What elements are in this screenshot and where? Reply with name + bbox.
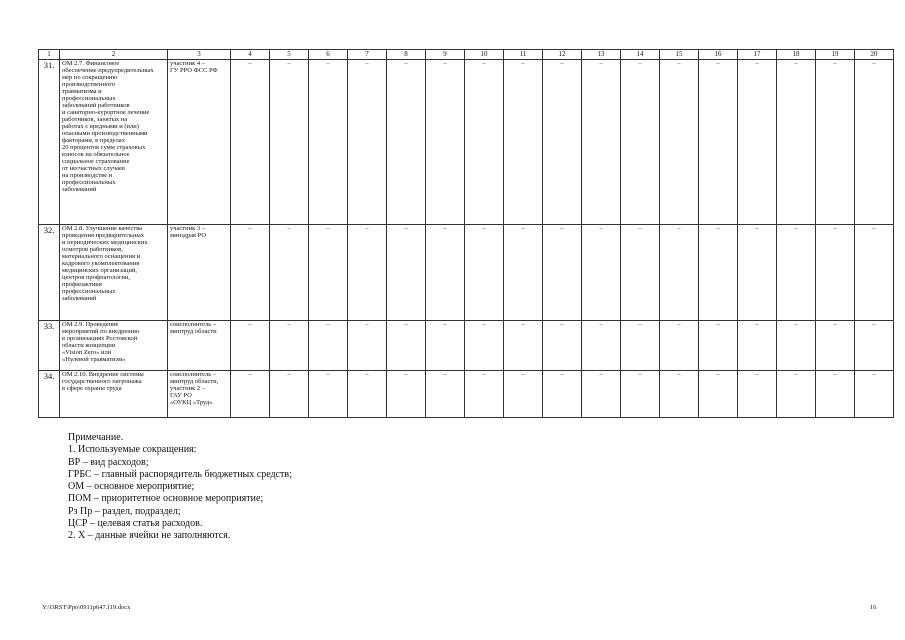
value-cell: – [660,225,699,321]
value-cell: – [504,371,543,418]
value-cell: – [777,60,816,225]
header-cell: 18 [777,50,816,60]
value-cell: – [426,60,465,225]
measure-name-line: ОМ 2.9. Проведение [62,321,119,328]
note-line: ВР – вид расходов; [68,456,149,468]
measure-name-line: производственного [62,81,116,88]
executor [168,371,231,418]
header-cell: 19 [816,50,855,60]
value-cell: – [387,371,426,418]
note-line: ЦСР – целевая статья расходов. [68,518,203,530]
measure-name-line: ОМ 2.8. Улучшение качества [62,225,143,232]
value-cell: – [465,60,504,225]
executor [168,321,231,371]
value-cell: – [231,60,270,225]
executor-line: минздрав РО [170,232,207,239]
value-cell: – [270,371,309,418]
measure-name-line: социальное страхование [62,158,130,165]
value-cell: – [426,371,465,418]
measure-name-line: и периодических медицинских [62,239,148,246]
value-cell: – [543,371,582,418]
executor-line: участник 3 – [170,225,205,232]
header-cell: 12 [543,50,582,60]
executor-line: соисполнитель – [170,371,217,378]
measure-name-line: в сфере охраны труда [62,385,122,392]
header-row [39,50,894,60]
value-cell: – [387,321,426,371]
table-row [39,371,894,418]
measure-name-line: мер по сокращению [62,74,118,81]
measure-name-line: ОМ 2.10. Внедрение системы [62,371,144,378]
value-cell: – [777,321,816,371]
measure-name [60,371,168,418]
measure-name-line: проведения предварительных [62,232,145,239]
value-cell: – [270,225,309,321]
notes-title: Примечание. [68,432,124,443]
row-number: 31. [39,60,60,225]
value-cell: – [504,225,543,321]
value-cell: – [660,321,699,371]
value-cell: – [582,225,621,321]
header-cell: 20 [855,50,894,60]
page-number: 16 [870,604,877,611]
measure-name-line: «Нулевой травматизм» [62,356,126,363]
value-cell: – [738,321,777,371]
measure-name-line: профилактики [62,281,102,288]
measure-name-line: взносов на обязательное [62,151,130,158]
executor-line: соисполнитель – [170,321,217,328]
executor-line: участник 4 – [170,60,205,67]
value-cell: – [816,225,855,321]
header-cell: 2 [60,50,168,60]
value-cell: – [543,225,582,321]
executor [168,225,231,321]
value-cell: – [504,60,543,225]
header-cell: 17 [738,50,777,60]
value-cell: – [426,321,465,371]
note-line: 2. Х – данные ячейки не заполняются. [68,530,231,542]
measure-name-line: 20 процентов сумм страховых [62,144,146,151]
measure-name-line: государственного патронажа [62,378,142,385]
header-cell: 6 [309,50,348,60]
notes-lines [68,444,292,542]
value-cell: – [348,321,387,371]
note-line: ОМ – основное мероприятие; [68,481,195,493]
executor-line: «ОУКЦ «Труд» [170,399,213,406]
value-cell: – [816,371,855,418]
measure-name-line: профессиональных [62,179,116,186]
header-cell: 15 [660,50,699,60]
measure-name-line: опасными производственными [62,130,148,137]
value-cell: – [816,321,855,371]
program-table [38,49,894,418]
value-cell: – [816,60,855,225]
value-cell: – [231,321,270,371]
executor-line: ГУ РРО ФСС РФ [170,67,218,74]
header-cell: 3 [168,50,231,60]
measure-name-line: ОМ 2.7. Финансовое [62,60,120,67]
measure-name-line: работников, занятых на [62,116,128,123]
measure-name-line: центров профпатологии, [62,274,131,281]
measure-name [60,321,168,371]
measure-name-line: заболеваний [62,186,97,193]
header-cell: 9 [426,50,465,60]
executor [168,60,231,225]
header-cell: 4 [231,50,270,60]
measure-name-line: заболеваний работников [62,102,130,109]
row-number: 33. [39,321,60,371]
measure-name-line: профессиональных [62,95,116,102]
measure-name-line: области концепции [62,342,116,349]
measure-name [60,225,168,321]
note-line: 1. Используемые сокращения: [68,444,197,456]
value-cell: – [270,60,309,225]
measure-name-line: на производстве и [62,172,113,179]
value-cell: – [855,60,894,225]
value-cell: – [621,225,660,321]
table-row [39,225,894,321]
file-path: Y:\ORST\Ppo\0911p647.f19.docx [42,604,131,611]
measure-name-line: и санаторно-курортное лечение [62,109,150,116]
value-cell: – [231,371,270,418]
header-cell: 16 [699,50,738,60]
executor-line: минтруд области, [170,378,219,385]
header-cell: 10 [465,50,504,60]
header-cell: 14 [621,50,660,60]
measure-name-line: профессиональных [62,288,116,295]
value-cell: – [582,60,621,225]
note-line: ПОМ – приоритетное основное мероприятие; [68,493,264,505]
value-cell: – [621,321,660,371]
value-cell: – [465,225,504,321]
measure-name-line: мероприятий по внедрению [62,328,140,335]
value-cell: – [348,371,387,418]
header-cell: 8 [387,50,426,60]
row-number: 32. [39,225,60,321]
value-cell: – [543,321,582,371]
header-cell: 7 [348,50,387,60]
executor-line: ГАУ РО [170,392,192,399]
table-row [39,321,894,371]
header-cell: 1 [39,50,60,60]
notes-section [68,432,292,543]
measure-name-line: факторами, в пределах [62,137,125,144]
value-cell: – [582,321,621,371]
header-cell: 5 [270,50,309,60]
value-cell: – [270,321,309,371]
value-cell: – [543,60,582,225]
value-cell: – [309,371,348,418]
value-cell: – [621,60,660,225]
value-cell: – [699,371,738,418]
value-cell: – [738,371,777,418]
value-cell: – [660,371,699,418]
measure-name-line: материального оснащения и [62,253,141,260]
value-cell: – [855,225,894,321]
value-cell: – [348,225,387,321]
value-cell: – [855,371,894,418]
value-cell: – [465,371,504,418]
value-cell: – [387,225,426,321]
measure-name [60,60,168,225]
measure-name-line: в организациях Ростовской [62,335,138,342]
measure-name-line: «Vision Zero» или [62,349,112,356]
value-cell: – [738,225,777,321]
value-cell: – [309,60,348,225]
table-body [39,50,894,418]
table-row [39,60,894,225]
value-cell: – [699,60,738,225]
value-cell: – [231,225,270,321]
header-cell: 11 [504,50,543,60]
value-cell: – [309,225,348,321]
note-line: Рз Пр – раздел, подраздел; [68,505,181,517]
value-cell: – [465,321,504,371]
measure-name-line: осмотров работников, [62,246,123,253]
measure-name-line: кадрового укомплектования [62,260,140,267]
value-cell: – [348,60,387,225]
measure-name-line: от несчастных случаев [62,165,125,172]
measure-name-line: травматизма и [62,88,102,95]
value-cell: – [777,371,816,418]
value-cell: – [426,225,465,321]
note-line: ГРБС – главный распорядитель бюджетных средств; [68,468,292,480]
value-cell: – [387,60,426,225]
value-cell: – [504,321,543,371]
executor-line: минтруд области [170,328,217,335]
value-cell: – [309,321,348,371]
row-number: 34. [39,371,60,418]
value-cell: – [660,60,699,225]
measure-name-line: работах с вредными и (или) [62,123,139,130]
executor-line: участник 2 – [170,385,205,392]
measure-name-line: медицинских организаций, [62,267,138,274]
value-cell: – [777,225,816,321]
value-cell: – [699,321,738,371]
measure-name-line: заболеваний [62,295,97,302]
value-cell: – [582,371,621,418]
measure-name-line: обеспечение предупредительных [62,67,154,74]
value-cell: – [855,321,894,371]
value-cell: – [621,371,660,418]
value-cell: – [699,225,738,321]
header-cell: 13 [582,50,621,60]
value-cell: – [738,60,777,225]
